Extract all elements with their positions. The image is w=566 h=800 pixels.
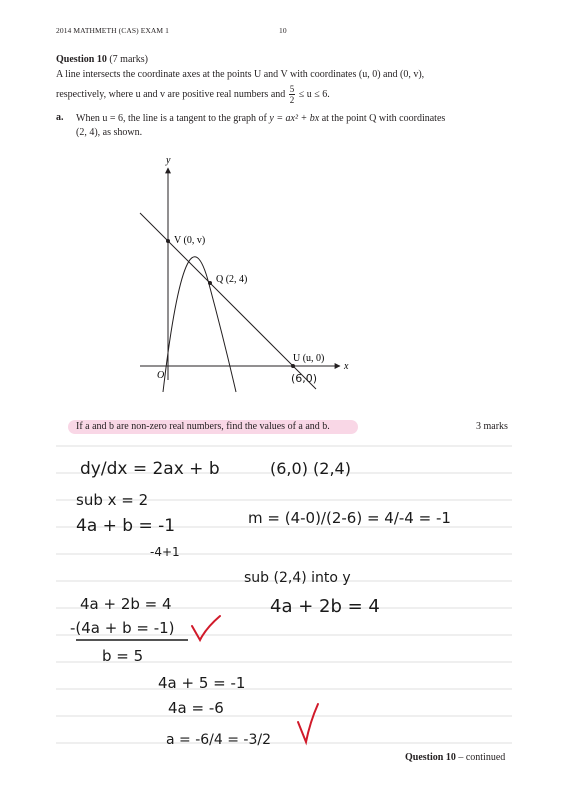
point-u-marker <box>291 364 295 368</box>
x-axis-label: x <box>344 361 349 372</box>
answer-line-eq1: 4a + b = -1 <box>76 516 176 536</box>
part-a-line1-pre: When u = 6, the line is a tangent to the graph of <box>76 113 267 124</box>
answer-line-points: (6,0) (2,4) <box>270 459 351 478</box>
fraction-numerator: 5 <box>289 84 295 94</box>
answer-line-scratch: -4+1 <box>150 545 180 559</box>
point-q-label: Q (2, 4) <box>216 274 248 285</box>
tick-mark-2 <box>298 704 318 742</box>
answer-line-sub-b: 4a + 5 = -1 <box>158 674 246 692</box>
answer-line-eq2: 4a + 2b = 4 <box>270 596 380 617</box>
part-a-prompt: If a and b are non-zero real numbers, find the values of a and b. <box>76 421 330 432</box>
intro-line2-pre: respectively, where u and v are positive real numbers and <box>56 88 286 100</box>
footer-suffix: – continued <box>455 752 506 763</box>
answer-line-a: a = -6/4 = -3/2 <box>166 732 272 748</box>
answer-line-b: b = 5 <box>102 647 144 665</box>
answer-line-elim-1: 4a + 2b = 4 <box>80 595 172 613</box>
header-page-number: 10 <box>279 26 287 35</box>
part-a-marks: 3 marks <box>476 421 508 432</box>
part-a-line1-post: at the point Q with coordinates <box>321 113 446 124</box>
part-a-line2: (2, 4), as shown. <box>76 127 143 138</box>
question-number: Question 10 <box>56 54 107 65</box>
tick-mark-1 <box>192 616 220 640</box>
header-exam-title: 2014 MATHMETH (CAS) EXAM 1 <box>56 26 170 35</box>
y-axis-label: y <box>166 155 171 166</box>
answer-line-4a: 4a = -6 <box>168 699 224 717</box>
answer-line-sub-x: sub x = 2 <box>76 491 149 509</box>
handwritten-u-coords: (6,0) <box>291 372 318 385</box>
answer-line-elim-2: -(4a + b = -1) <box>70 619 175 637</box>
question-intro-line1: A line intersects the coordinate axes at the points U and V with coordinates (u, 0) and (0, v), <box>56 69 425 80</box>
answer-line-gradient: m = (4-0)/(2-6) = 4/-4 = -1 <box>248 509 451 527</box>
point-q-marker <box>208 281 212 285</box>
part-a-equation: y = ax² + bx <box>269 113 320 124</box>
point-v-label: V (0, v) <box>174 235 206 246</box>
origin-label: O <box>157 370 165 381</box>
point-v-marker <box>166 239 170 243</box>
footer-continued <box>405 752 505 763</box>
fraction-denominator: 2 <box>289 95 295 105</box>
footer-question: Question 10 <box>405 752 456 763</box>
intro-line2-post: ≤ u ≤ 6. <box>298 88 330 100</box>
answer-line-derivative: dy/dx = 2ax + b <box>80 459 220 479</box>
answer-line-sub-point: sub (2,4) into y <box>244 570 351 586</box>
question-marks: (7 marks) <box>109 54 148 65</box>
part-a-label: a. <box>56 112 64 123</box>
point-u-label: U (u, 0) <box>293 353 325 364</box>
